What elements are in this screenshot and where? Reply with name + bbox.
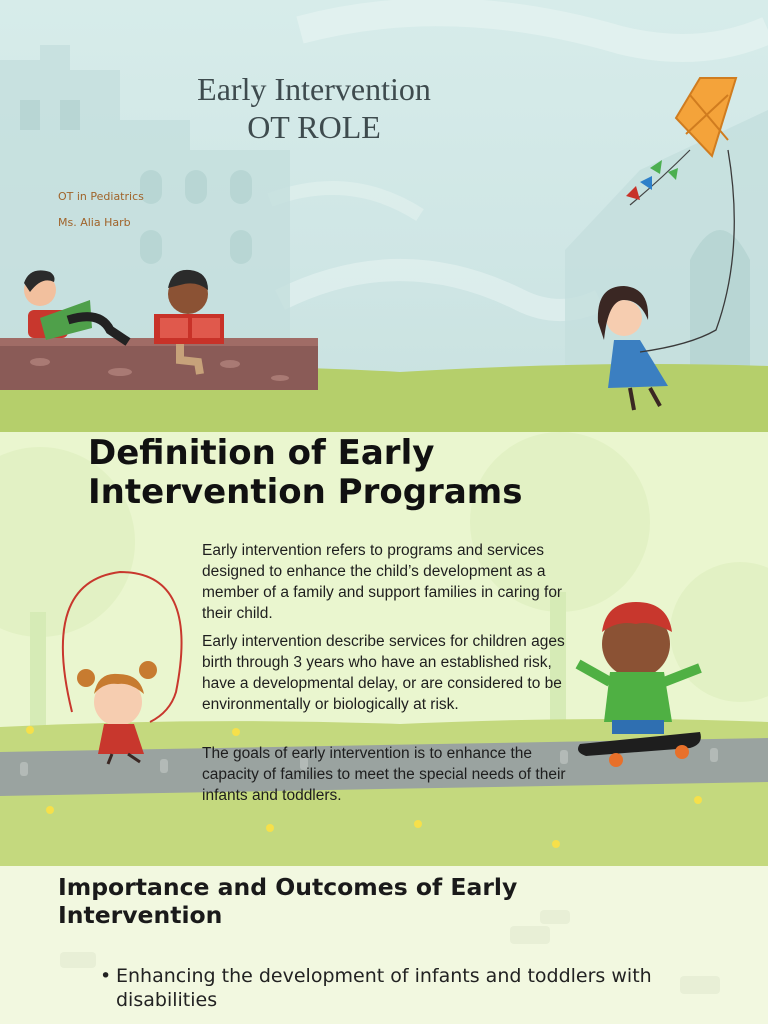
bullet-marker: •: [100, 965, 112, 987]
slide-heading: [58, 873, 517, 929]
slide-title: [0, 70, 628, 146]
title-slide: [0, 0, 768, 432]
heading-line-2: Intervention: [58, 901, 223, 929]
title-line-2: OT ROLE: [247, 109, 381, 145]
bullet-text: Enhancing the development of infants and toddlers with disabilities: [116, 965, 652, 1011]
author-name: Ms. Alia Harb: [58, 216, 131, 229]
heading-line-1: Definition of Early: [88, 433, 435, 473]
course-name: OT in Pediatrics: [58, 190, 144, 203]
bullet-item: [100, 964, 676, 1012]
importance-slide: [0, 866, 768, 1024]
definition-slide: [0, 432, 768, 866]
definition-paragraph-1: Early intervention refers to programs and services designed to enhance the child’s development as a member of a family and support families in caring for their child.: [202, 542, 563, 622]
definition-paragraph-2: Early intervention describe services for children ages birth through 3 years who have an established risk, have a developmental delay, or are considered to be environmentally or biologically at risk.: [202, 633, 565, 713]
definition-paragraph-3: The goals of early intervention is to enhance the capacity of families to meet the special needs of their infants and toddlers.: [202, 745, 566, 804]
title-line-1: Early Intervention: [197, 71, 431, 107]
heading-line-2: Intervention Programs: [88, 472, 523, 512]
slide-heading: [88, 434, 522, 512]
heading-line-1: Importance and Outcomes of Early: [58, 873, 518, 901]
